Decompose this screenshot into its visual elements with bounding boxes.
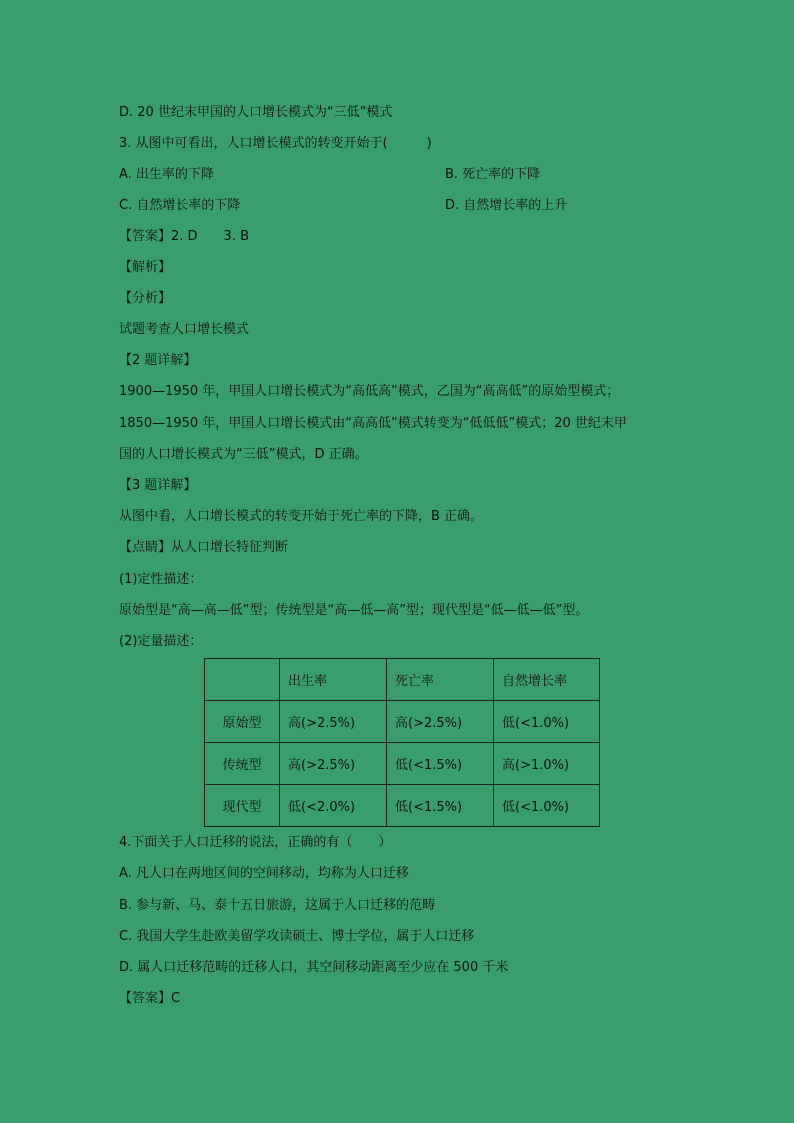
table-cell: 低(<2.0%)	[280, 785, 387, 827]
table-header-cell: 出生率	[280, 659, 387, 701]
q3-detail-text: 从图中看，人口增长模式的转变开始于死亡率的下降，B 正确。	[119, 509, 484, 524]
q3-detail-heading: 【3 题详解】	[119, 478, 197, 493]
q2-detail-line: 1900—1950 年，甲国人口增长模式为“高低高”模式，乙国为“高高低”的原始型模式；	[119, 384, 620, 399]
table-cell: 低(<1.5%)	[387, 785, 494, 827]
fenxi-text: 试题考查人口增长模式	[119, 322, 250, 337]
table-header-row	[205, 659, 600, 701]
q4-option-a: A. 凡人口在两地区间的空间移动，均称为人口迁移	[119, 866, 409, 881]
table-row-label: 现代型	[205, 785, 280, 827]
table-row-label: 传统型	[205, 743, 280, 785]
fenxi-heading: 【分析】	[119, 291, 172, 306]
qualitative-heading: (1)定性描述：	[119, 572, 203, 587]
table-row-label: 原始型	[205, 701, 280, 743]
table-cell: 高(>2.5%)	[280, 701, 387, 743]
table-cell: 低(<1.5%)	[387, 743, 494, 785]
q4-option-d: D. 属人口迁移范畴的迁移人口，其空间移动距离至少应在 500 千米	[119, 960, 509, 975]
q4-stem: 4.下面关于人口迁移的说法，正确的有（ ）	[119, 835, 392, 850]
dianjing-line: 【点睛】从人口增长特征判断	[119, 540, 289, 555]
q2-option-d: D. 20 世纪末甲国的人口增长模式为“三低”模式	[119, 105, 393, 120]
q4-option-b: B. 参与新、马、泰十五日旅游，这属于人口迁移的范畴	[119, 898, 436, 913]
table-header-cell: 自然增长率	[494, 659, 600, 701]
analysis-heading: 【解析】	[119, 260, 172, 275]
table-cell: 高(>2.5%)	[387, 701, 494, 743]
q2-detail-heading: 【2 题详解】	[119, 353, 197, 368]
answer-line-2: 【答案】C	[119, 991, 181, 1006]
q4-option-c: C. 我国大学生赴欧美留学攻读硕士、博士学位，属于人口迁移	[119, 929, 475, 944]
q2-detail-line: 国的人口增长模式为“三低”模式，D 正确。	[119, 447, 368, 462]
quantitative-heading: (2)定量描述：	[119, 634, 203, 649]
q3-option-c: C. 自然增长率的下降	[119, 198, 241, 213]
q3-option-b: B. 死亡率的下降	[445, 167, 541, 182]
q3-option-a: A. 出生率的下降	[119, 167, 214, 182]
table-row	[205, 701, 600, 743]
q2-detail-line: 1850—1950 年，甲国人口增长模式由“高高低”模式转变为“低低低”模式；20 世纪末甲	[119, 416, 627, 431]
q3-stem: 3. 从图中可看出，人口增长模式的转变开始于( )	[119, 136, 432, 151]
table-header-cell: 死亡率	[387, 659, 494, 701]
table-cell: 高(>2.5%)	[280, 743, 387, 785]
table-cell: 高(>1.0%)	[494, 743, 600, 785]
answer-line: 【答案】2. D 3. B	[119, 229, 250, 244]
q3-option-d: D. 自然增长率的上升	[445, 198, 568, 213]
table-cell: 低(<1.0%)	[494, 785, 600, 827]
table-row	[205, 785, 600, 827]
table-row	[205, 743, 600, 785]
population-model-table	[204, 658, 600, 827]
table-cell: 低(<1.0%)	[494, 701, 600, 743]
qualitative-text: 原始型是“高—高—低”型；传统型是“高—低—高”型；现代型是“低—低—低”型。	[119, 603, 589, 618]
table-header-cell	[205, 659, 280, 701]
